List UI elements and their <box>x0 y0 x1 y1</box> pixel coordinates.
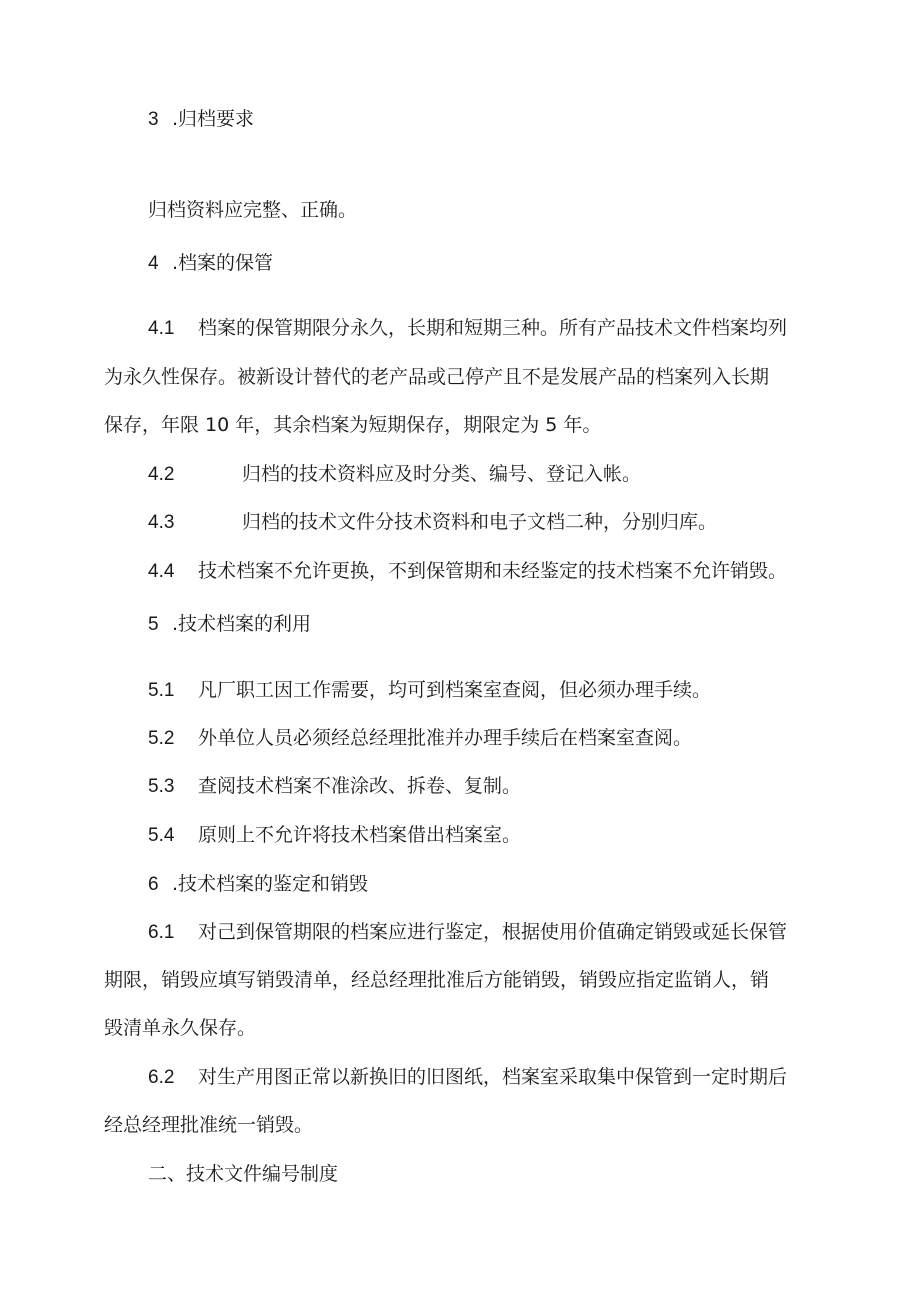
clause-number: 4.2 <box>148 464 175 485</box>
clause-5-4 <box>148 823 521 848</box>
clause-text: 归档的技术文件分技术资料和电子文档二种，分别归库。 <box>242 511 718 533</box>
clause-6-1-line-3: 毁清单永久保存。 <box>104 1017 257 1039</box>
section-title: .技术档案的鉴定和销毁 <box>172 873 369 895</box>
clause-6-2-line-2: 经总经理批准统一销毁。 <box>104 1114 314 1136</box>
clause-4-1-line-2: 为永久性保存。被新设计替代的老产品或己停产且不是发展产品的档案列入长期 <box>104 366 770 388</box>
section-6-heading <box>148 872 368 897</box>
clause-4-2 <box>148 462 641 487</box>
clause-number: 4.1 <box>148 318 175 339</box>
section-3-heading <box>148 107 254 132</box>
clause-6-2-line-1 <box>148 1065 787 1090</box>
clause-text: 对生产用图正常以新换旧的旧图纸，档案室采取集中保管到一定时期后 <box>198 1066 788 1088</box>
clause-4-3 <box>148 510 717 535</box>
section-title: .档案的保管 <box>172 252 274 274</box>
clause-4-1-line-1 <box>148 316 787 341</box>
clause-number: 5.2 <box>148 728 175 749</box>
clause-4-4 <box>148 559 787 584</box>
clause-text: 对己到保管期限的档案应进行鉴定，根据使用价值确定销毁或延长保管 <box>198 921 788 943</box>
clause-text: 原则上不允许将技术档案借出档案室。 <box>198 824 522 846</box>
section-3-body: 归档资料应完整、正确。 <box>148 199 358 221</box>
clause-text: 归档的技术资料应及时分类、编号、登记入帐。 <box>242 463 642 485</box>
section-4-heading <box>148 251 273 276</box>
clause-5-3 <box>148 774 521 799</box>
clause-number: 5.1 <box>148 680 175 701</box>
chapter-2-heading: 二、技术文件编号制度 <box>148 1163 339 1185</box>
clause-5-2 <box>148 726 692 751</box>
clause-5-1 <box>148 678 711 703</box>
clause-6-1-line-2: 期限，销毁应填写销毁清单，经总经理批准后方能销毁，销毁应指定监销人，销 <box>104 969 770 991</box>
clause-number: 4.3 <box>148 512 175 533</box>
clause-4-1-line-3: 保存，年限 10 年，其余档案为短期保存，期限定为 5 年。 <box>104 414 602 436</box>
clause-number: 5.4 <box>148 825 175 846</box>
section-5-heading <box>148 612 311 637</box>
clause-text: 档案的保管期限分永久，长期和短期三种。所有产品技术文件档案均列 <box>198 317 788 339</box>
clause-number: 5.3 <box>148 776 175 797</box>
section-title: .技术档案的利用 <box>172 613 312 635</box>
section-number: 6 <box>148 874 159 895</box>
clause-text: 外单位人员必须经总经理批准并办理手续后在档案室查阅。 <box>198 727 693 749</box>
section-number: 4 <box>148 253 159 274</box>
section-title: .归档要求 <box>172 108 255 130</box>
clause-number: 4.4 <box>148 561 175 582</box>
clause-text: 凡厂职工因工作需要，均可到档案室查阅，但必须办理手续。 <box>198 679 712 701</box>
clause-6-1-line-1 <box>148 920 787 945</box>
clause-number: 6.2 <box>148 1067 175 1088</box>
clause-number: 6.1 <box>148 922 175 943</box>
clause-text: 查阅技术档案不准涂改、拆卷、复制。 <box>198 775 522 797</box>
section-number: 5 <box>148 614 159 635</box>
section-number: 3 <box>148 109 159 130</box>
clause-text: 技术档案不允许更换，不到保管期和未经鉴定的技术档案不允许销毁。 <box>198 560 788 582</box>
